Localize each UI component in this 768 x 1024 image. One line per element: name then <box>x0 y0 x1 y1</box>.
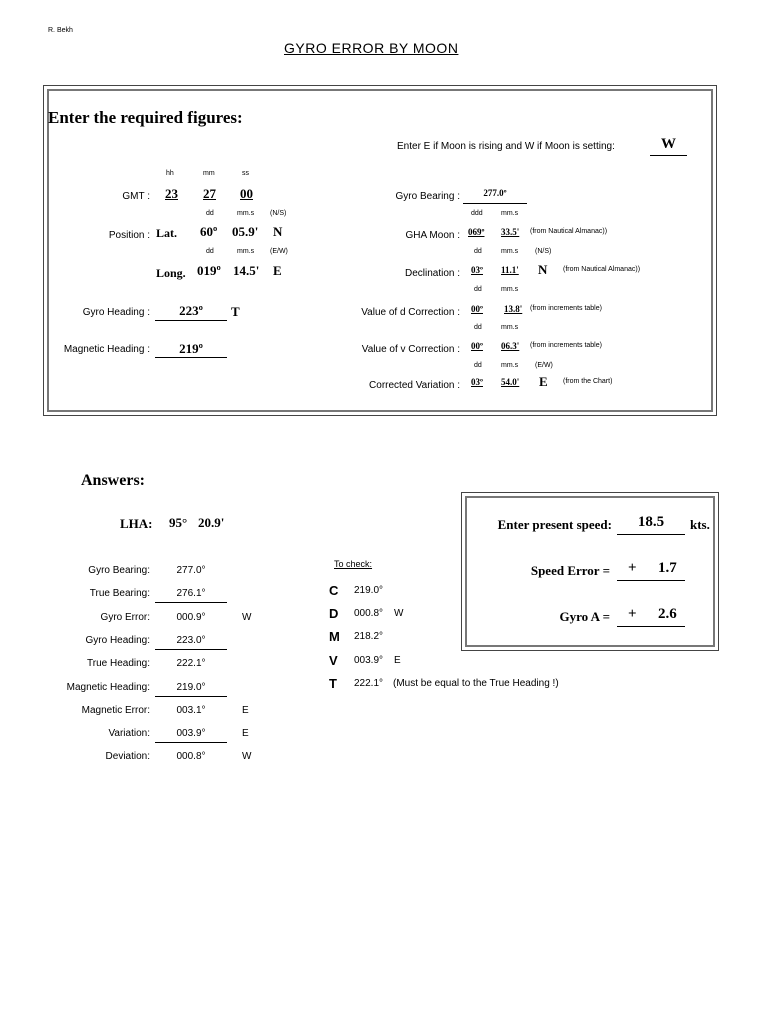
speed-error-value: 1.7 <box>658 560 677 576</box>
gha-minutes-input[interactable]: 33.5' <box>501 227 520 237</box>
check-letter: T <box>329 675 337 691</box>
answer-row-label: Magnetic Error: <box>81 704 150 716</box>
lha-degrees: 95° <box>169 515 188 530</box>
var-ew-header: (E/W) <box>535 362 553 369</box>
speed-label: Enter present speed: <box>497 517 612 532</box>
answer-row-label: True Heading: <box>87 658 150 670</box>
d-correction-note: (from increments table) <box>530 305 602 312</box>
answer-row-label: Gyro Bearing: <box>88 565 150 576</box>
dec-dd-header: dd <box>474 248 482 255</box>
check-heading: To check: <box>334 559 373 569</box>
gmt-mm-header: mm <box>203 170 215 177</box>
answer-row-underline <box>155 649 227 650</box>
gha-mm-header: mm.s <box>501 210 519 217</box>
position-label: Position : <box>108 230 150 241</box>
page-title: GYRO ERROR BY MOON <box>284 40 459 56</box>
lat-dd-header: dd <box>206 210 214 217</box>
answer-row-direction: W <box>242 611 252 623</box>
dec-degrees-input[interactable]: 03º <box>471 265 483 275</box>
magnetic-heading-input[interactable]: 219º <box>179 341 203 356</box>
answer-row-value: 277.0° <box>176 565 206 576</box>
gha-moon-label: GHA Moon : <box>405 230 460 241</box>
lon-dd-header: dd <box>206 248 214 255</box>
gmt-hours-input[interactable]: 23 <box>165 186 178 201</box>
answer-row-direction: W <box>242 751 252 763</box>
check-extra: E <box>394 654 401 666</box>
answer-row-underline <box>155 696 227 697</box>
check-letter: V <box>329 652 338 668</box>
speed-error-label: Speed Error = <box>530 563 610 578</box>
lon-minutes-input[interactable]: 14.5' <box>233 263 260 278</box>
answer-row-label: Gyro Error: <box>100 611 150 623</box>
lat-mm-header: mm.s <box>237 210 255 217</box>
variation-minutes-input[interactable]: 54.0' <box>501 377 520 387</box>
lat-minutes-input[interactable]: 05.9' <box>232 224 259 239</box>
v-corr-degrees-input[interactable]: 00º <box>471 341 483 351</box>
lat-degrees-input[interactable]: 60º <box>200 224 218 239</box>
lat-direction-input[interactable]: N <box>273 224 283 239</box>
answer-row-label: Variation: <box>108 728 150 740</box>
answer-row-value: 003.1° <box>176 704 206 716</box>
variation-note: (from the Chart) <box>563 378 613 385</box>
answer-row-value: 003.9° <box>176 728 206 740</box>
answer-row-underline <box>155 742 227 743</box>
d-correction-label: Value of d Correction : <box>361 307 460 318</box>
dec-minutes-input[interactable]: 11.1' <box>501 265 519 275</box>
lon-degrees-input[interactable]: 019º <box>197 263 221 278</box>
v-dd-header: dd <box>474 324 482 331</box>
input-heading: Enter the required figures: <box>48 108 243 127</box>
lha-minutes: 20.9' <box>198 515 225 530</box>
answers-heading: Answers: <box>81 472 145 489</box>
answer-row-label: Gyro Heading: <box>85 634 150 646</box>
lat-label: Lat. <box>156 226 177 240</box>
v-correction-label: Value of v Correction : <box>361 344 460 355</box>
moon-prompt: Enter E if Moon is rising and W if Moon is setting: <box>397 141 615 152</box>
author-label: R. Bekh <box>48 27 73 34</box>
dec-note: (from Nautical Almanac)) <box>563 266 641 273</box>
lon-mm-header: mm.s <box>237 248 255 255</box>
gyro-a-sign: + <box>628 606 637 622</box>
lon-ew-header: (E/W) <box>270 248 288 255</box>
dec-direction-input[interactable]: N <box>538 262 548 277</box>
answer-row-underline <box>155 602 227 603</box>
gmt-hh-header: hh <box>166 170 174 177</box>
gyro-heading-label: Gyro Heading : <box>82 307 150 318</box>
dec-mm-header: mm.s <box>501 248 519 255</box>
answer-row-direction: E <box>242 728 249 740</box>
v-correction-note: (from increments table) <box>530 342 602 349</box>
var-mm-header: mm.s <box>501 362 519 369</box>
variation-direction-input[interactable]: E <box>539 374 548 389</box>
speed-input[interactable]: 18.5 <box>637 514 665 530</box>
gyro-heading-suffix: T <box>231 304 240 319</box>
lat-ns-header: (N/S) <box>270 210 287 217</box>
answer-row-value: 000.9° <box>176 611 206 623</box>
answer-row-value: 276.1° <box>176 588 206 600</box>
magnetic-heading-label: Magnetic Heading : <box>63 344 150 355</box>
gyro-bearing-input[interactable]: 277.0º <box>483 188 507 198</box>
gmt-label: GMT : <box>122 191 150 202</box>
gha-ddd-header: ddd <box>471 210 483 217</box>
d-dd-header: dd <box>474 286 482 293</box>
input-panel <box>43 85 717 416</box>
gyro-bearing-label: Gyro Bearing : <box>395 191 460 202</box>
v-corr-minutes-input[interactable]: 06.3' <box>501 341 520 351</box>
var-dd-header: dd <box>474 362 482 369</box>
answer-row-label: Deviation: <box>105 751 150 763</box>
gha-note: (from Nautical Almanac)) <box>530 228 608 235</box>
gmt-minutes-input[interactable]: 27 <box>203 186 216 201</box>
gyro-heading-input[interactable]: 223º <box>179 303 203 318</box>
corrected-variation-label: Corrected Variation : <box>369 380 460 391</box>
gha-degrees-input[interactable]: 069º <box>468 227 485 237</box>
gmt-seconds-input[interactable]: 00 <box>240 186 253 201</box>
answer-row-value: 223.0° <box>176 634 206 646</box>
check-letter: C <box>329 583 339 598</box>
answer-row-label: True Bearing: <box>89 588 150 600</box>
check-value: 000.8° <box>354 608 384 620</box>
d-corr-degrees-input[interactable]: 00º <box>471 304 483 314</box>
declination-label: Declination : <box>404 268 460 279</box>
lon-label: Long. <box>156 266 186 280</box>
check-value: 219.0° <box>354 585 384 596</box>
dec-ns-header: (N/S) <box>535 248 552 255</box>
answer-row-value: 222.1° <box>176 658 206 670</box>
gyro-a-value: 2.6 <box>658 606 677 622</box>
moon-direction-input[interactable]: W <box>661 136 676 152</box>
check-value: 218.2° <box>354 631 384 643</box>
answer-row-direction: E <box>242 704 249 716</box>
check-extra: (Must be equal to the True Heading !) <box>393 677 559 689</box>
gyro-a-label: Gyro A = <box>559 609 610 624</box>
d-corr-minutes-input[interactable]: 13.8' <box>504 304 523 314</box>
gmt-ss-header: ss <box>242 170 249 177</box>
v-mm-header: mm.s <box>501 324 519 331</box>
answer-row-value: 219.0° <box>176 681 206 693</box>
lon-direction-input[interactable]: E <box>273 263 282 278</box>
variation-degrees-input[interactable]: 03º <box>471 377 483 387</box>
answer-row-value: 000.8° <box>176 751 206 763</box>
check-extra: W <box>394 608 404 620</box>
check-letter: D <box>329 606 339 622</box>
answer-row-label: Magnetic Heading: <box>66 681 150 693</box>
check-letter: M <box>329 629 340 645</box>
speed-error-sign: + <box>628 560 637 576</box>
speed-unit: kts. <box>690 517 710 532</box>
d-mm-header: mm.s <box>501 286 519 293</box>
lha-label: LHA: <box>120 516 153 531</box>
check-value: 222.1° <box>354 677 384 689</box>
check-value: 003.9° <box>354 654 384 666</box>
